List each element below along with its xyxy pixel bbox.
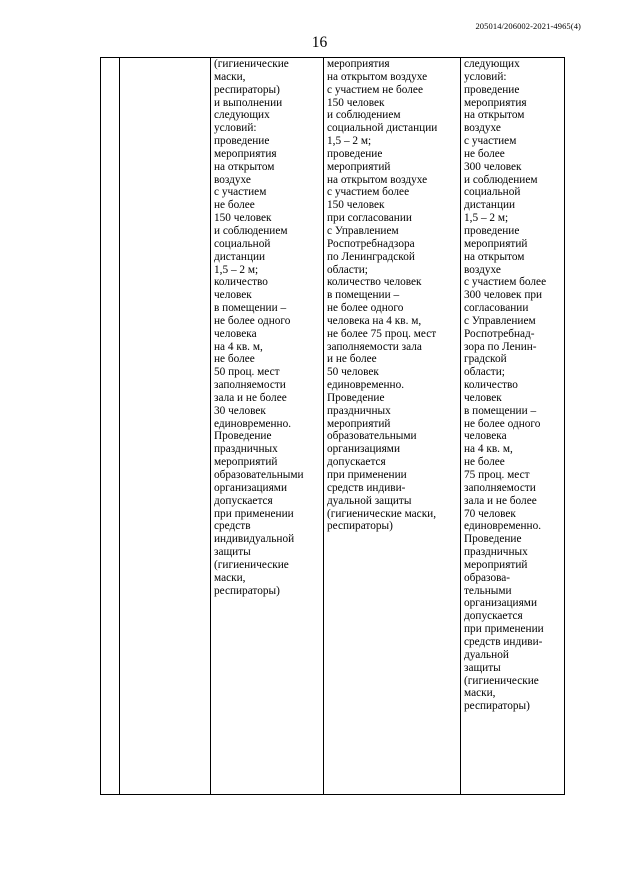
table-row — [101, 58, 565, 795]
text-line: 300 человек — [464, 160, 522, 173]
text-line: с участием — [214, 186, 267, 199]
text-line: на открытом — [214, 160, 275, 173]
text-line: следующих — [214, 109, 270, 122]
table-cell-col3 — [211, 58, 324, 795]
text-line: единовременно. — [214, 417, 292, 430]
text-line: мероприятий — [464, 237, 528, 250]
text-line: мероприятия — [327, 58, 390, 70]
table-cell-number — [101, 58, 120, 795]
cell-text — [327, 58, 460, 533]
text-line: и соблюдением — [214, 224, 288, 237]
text-line: мероприятий — [327, 417, 391, 430]
text-line: зала и не более — [214, 391, 287, 404]
text-line: средств — [214, 520, 251, 533]
text-line: области; — [464, 366, 505, 379]
text-line: не более — [214, 199, 255, 212]
text-line: при применении — [327, 469, 407, 481]
text-line: проведение — [327, 147, 383, 160]
document-code: 205014/206002-2021-4965(4) — [475, 21, 581, 31]
table-cell-col5 — [461, 58, 565, 795]
text-line: Проведение — [327, 391, 385, 404]
text-line: 70 человек — [464, 507, 516, 520]
text-line: (гигиенические — [214, 558, 289, 571]
text-line: средств индиви- — [327, 481, 406, 494]
text-line: заполняемости — [214, 379, 286, 392]
text-line: на 4 кв. м, — [464, 443, 513, 456]
text-line: на 4 кв. м, — [214, 340, 263, 353]
text-line: не более — [214, 353, 255, 366]
text-line: 50 проц. мест — [214, 366, 280, 379]
text-line: респираторы) — [214, 83, 280, 96]
text-line: (гигиенические маски, — [327, 507, 437, 520]
text-line: образова- — [464, 571, 511, 584]
text-line: человек — [464, 391, 502, 404]
text-line: Проведение — [214, 430, 272, 443]
text-line: дуальной защиты — [327, 494, 412, 507]
text-line: не более одного — [214, 314, 291, 327]
text-line: человека — [464, 430, 507, 443]
text-line: праздничных — [214, 443, 278, 456]
text-line: Проведение — [464, 533, 522, 546]
text-line: маски, — [214, 70, 246, 83]
text-line: с участием — [464, 135, 517, 148]
text-line: количество — [214, 276, 268, 289]
text-line: не более — [464, 456, 505, 469]
text-line: в помещении – — [464, 404, 537, 417]
text-line: дистанции — [464, 199, 516, 212]
text-line: следующих — [464, 58, 520, 70]
text-line: 1,5 – 2 м; — [327, 135, 372, 148]
regulations-table — [100, 57, 565, 795]
text-line: на открытом воздухе — [327, 70, 428, 83]
text-line: защиты — [464, 661, 501, 674]
text-line: праздничных — [464, 546, 528, 559]
text-line: маски, — [464, 687, 496, 700]
text-line: воздухе — [214, 173, 251, 186]
text-line: зора по Ленин- — [464, 340, 537, 353]
text-line: тельными — [464, 584, 512, 597]
text-line: количество человек — [327, 276, 422, 289]
text-line: и не более — [327, 353, 377, 366]
text-line: индивидуальной — [214, 533, 295, 546]
table-cell-name — [120, 58, 211, 795]
text-line: при применении — [214, 507, 294, 520]
text-line: социальной — [214, 237, 271, 250]
text-line: (гигиенические — [214, 58, 289, 70]
text-line: условий: — [464, 70, 507, 83]
text-line: и соблюдением — [327, 109, 401, 122]
text-line: человека — [214, 327, 257, 340]
text-line: дуальной — [464, 648, 509, 661]
text-line: не более одного — [327, 302, 404, 315]
text-line: и выполнении — [214, 96, 283, 109]
text-line: количество — [464, 379, 518, 392]
text-line: воздухе — [464, 263, 501, 276]
text-line: проведение — [214, 135, 270, 148]
text-line: заполняемости зала — [327, 340, 422, 353]
text-line: Роспотребнадзора — [327, 237, 415, 250]
text-line: 150 человек — [214, 212, 272, 225]
text-line: в помещении – — [214, 302, 287, 315]
text-line: организациями — [214, 481, 287, 494]
text-line: 1,5 – 2 м; — [214, 263, 259, 276]
text-line: в помещении – — [327, 289, 400, 302]
text-line: допускается — [214, 494, 273, 507]
text-line: проведение — [464, 83, 520, 96]
text-line: с Управлением — [327, 224, 399, 237]
text-line: с Управлением — [464, 314, 536, 327]
text-line: дистанции — [214, 250, 266, 263]
text-line: праздничных — [327, 404, 391, 417]
text-line: не более одного — [464, 417, 541, 430]
text-line: с участием более — [464, 276, 547, 289]
text-line: защиты — [214, 546, 251, 559]
text-line: с участием более — [327, 186, 410, 199]
text-line: социальной — [464, 186, 521, 199]
text-line: 75 проц. мест — [464, 469, 530, 481]
text-line: градской — [464, 353, 507, 366]
text-line: при согласовании — [327, 212, 412, 225]
text-line: маски, — [214, 571, 246, 584]
text-line: образовательными — [327, 430, 417, 443]
text-line: 150 человек — [327, 199, 385, 212]
text-line: согласовании — [464, 302, 529, 315]
text-line: мероприятий — [327, 160, 391, 173]
text-line: на открытом — [464, 250, 525, 263]
text-line: единовременно. — [464, 520, 542, 533]
text-line: 1,5 – 2 м; — [464, 212, 509, 225]
text-line: организациями — [327, 443, 400, 456]
text-line: мероприятия — [464, 96, 527, 109]
text-line: при применении — [464, 623, 544, 636]
text-line: единовременно. — [327, 379, 405, 392]
text-line: мероприятий — [214, 456, 278, 469]
text-line: не более — [464, 147, 505, 160]
text-line: мероприятия — [214, 147, 277, 160]
text-line: не более 75 проц. мест — [327, 327, 437, 340]
text-line: 300 человек при — [464, 289, 543, 302]
text-line: области; — [327, 263, 368, 276]
text-line: Роспотребнад- — [464, 327, 535, 340]
text-line: образовательными — [214, 469, 304, 481]
text-line: и соблюдением — [464, 173, 538, 186]
text-line: воздухе — [464, 122, 501, 135]
text-line: организациями — [464, 597, 537, 610]
text-line: с участием не более — [327, 83, 423, 96]
text-line: на открытом воздухе — [327, 173, 428, 186]
text-line: средств индиви- — [464, 635, 543, 648]
text-line: респираторы) — [214, 584, 280, 597]
table-cell-col4 — [324, 58, 461, 795]
text-line: социальной дистанции — [327, 122, 438, 135]
cell-text — [464, 58, 564, 713]
text-line: допускается — [327, 456, 386, 469]
text-line: допускается — [464, 610, 523, 623]
text-line: человека на 4 кв. м, — [327, 314, 422, 327]
text-line: заполняемости — [464, 481, 536, 494]
text-line: 50 человек — [327, 366, 379, 379]
text-line: респираторы) — [327, 520, 393, 533]
text-line: респираторы) — [464, 700, 530, 713]
text-line: 150 человек — [327, 96, 385, 109]
text-line: мероприятий — [464, 558, 528, 571]
text-line: 30 человек — [214, 404, 266, 417]
text-line: на открытом — [464, 109, 525, 122]
text-line: (гигиенические — [464, 674, 539, 687]
text-line: проведение — [464, 224, 520, 237]
text-line: зала и не более — [464, 494, 537, 507]
text-line: условий: — [214, 122, 257, 135]
text-line: по Ленинградской — [327, 250, 415, 263]
text-line: человек — [214, 289, 252, 302]
cell-text — [214, 58, 323, 597]
page-number: 16 — [311, 34, 328, 51]
